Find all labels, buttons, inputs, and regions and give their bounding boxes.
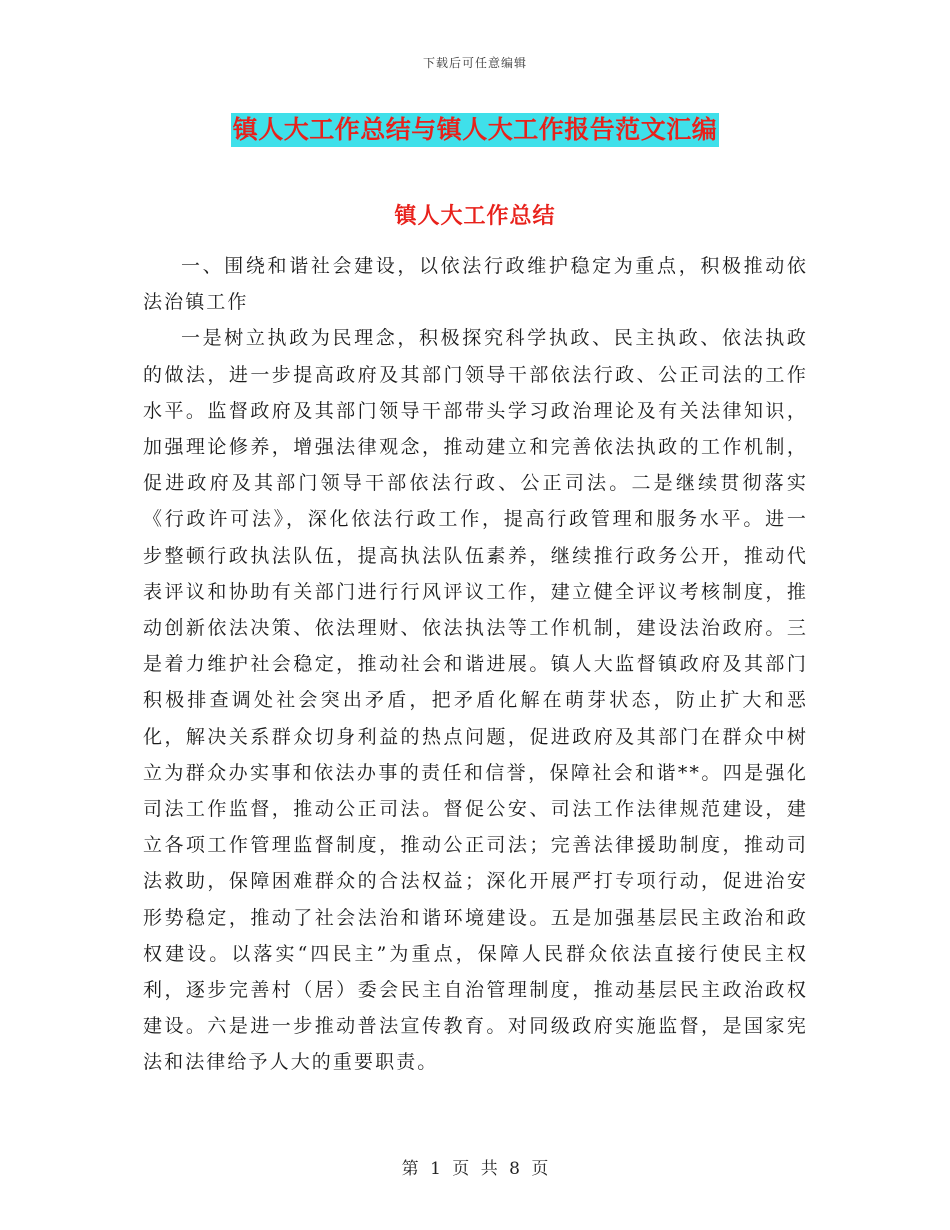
page-footer: 第 1 页 共 8 页 <box>401 1159 549 1179</box>
section-title: 镇人大工作总结 <box>394 203 556 229</box>
paragraph-body: 一是树立执政为民理念，积极探究科学执政、民主执政、依法执政的做法，进一步提高政府及其部门领导干部依法行政、公正司法的工作水平。监督政府及其部门领导干部带头学习政治理论及有关法律知识，加强理论修养，增强法律观念，推动建立和完善依法执政的工作机制，促进政府及其部门领导干部依法行政、公正司法。二是继续贯彻落实《行政许可法》，深化依法行政工作，提高行政管理和服务水平。进一步整顿行政执法队伍，提高执法队伍素养，继续推行政务公开，推动代表评议和协助有关部门进行行风评议工作，建立健全评议考核制度，推动创新依法决策、依法理财、依法执法等工作机制，建设法治政府。三是着力维护社会稳定，推动社会和谐进展。镇人大监督镇政府及其部门积极排查调处社会突出矛盾，把矛盾化解在萌芽状态，防止扩大和恶化，解决关系群众切身利益的热点问题，促进政府及其部门在群众中树立为群众办实事和依法办事的责任和信誉，保障社会和谐**。四是强化司法工作监督，推动公正司法。督促公安、司法工作法律规范建设，建立各项工作管理监督制度，推动公正司法；完善法律援助制度，推动司法救助，保障困难群众的合法权益；深化开展严打专项行动，促进治安形势稳定，推动了社会法治和谐环境建设。五是加强基层民主政治和政权建设。以落实“四民主”为重点，保障人民群众依法直接行使民主权利，逐步完善村（居）委会民主自治管理制度，推动基层民主政治政权建设。六是进一步推动普法宣传教育。对同级政府实施监督，是国家宪法和法律给予人大的重要职责。 <box>143 327 808 1074</box>
paragraph-heading: 一、围绕和谐社会建设，以依法行政维护稳定为重点，积极推动依法治镇工作 <box>143 255 808 314</box>
document-title-container <box>0 113 950 147</box>
body-text <box>143 248 808 1081</box>
document-title: 镇人大工作总结与镇人大工作报告范文汇编 <box>231 113 720 147</box>
header-note: 下载后可任意编辑 <box>422 56 527 70</box>
